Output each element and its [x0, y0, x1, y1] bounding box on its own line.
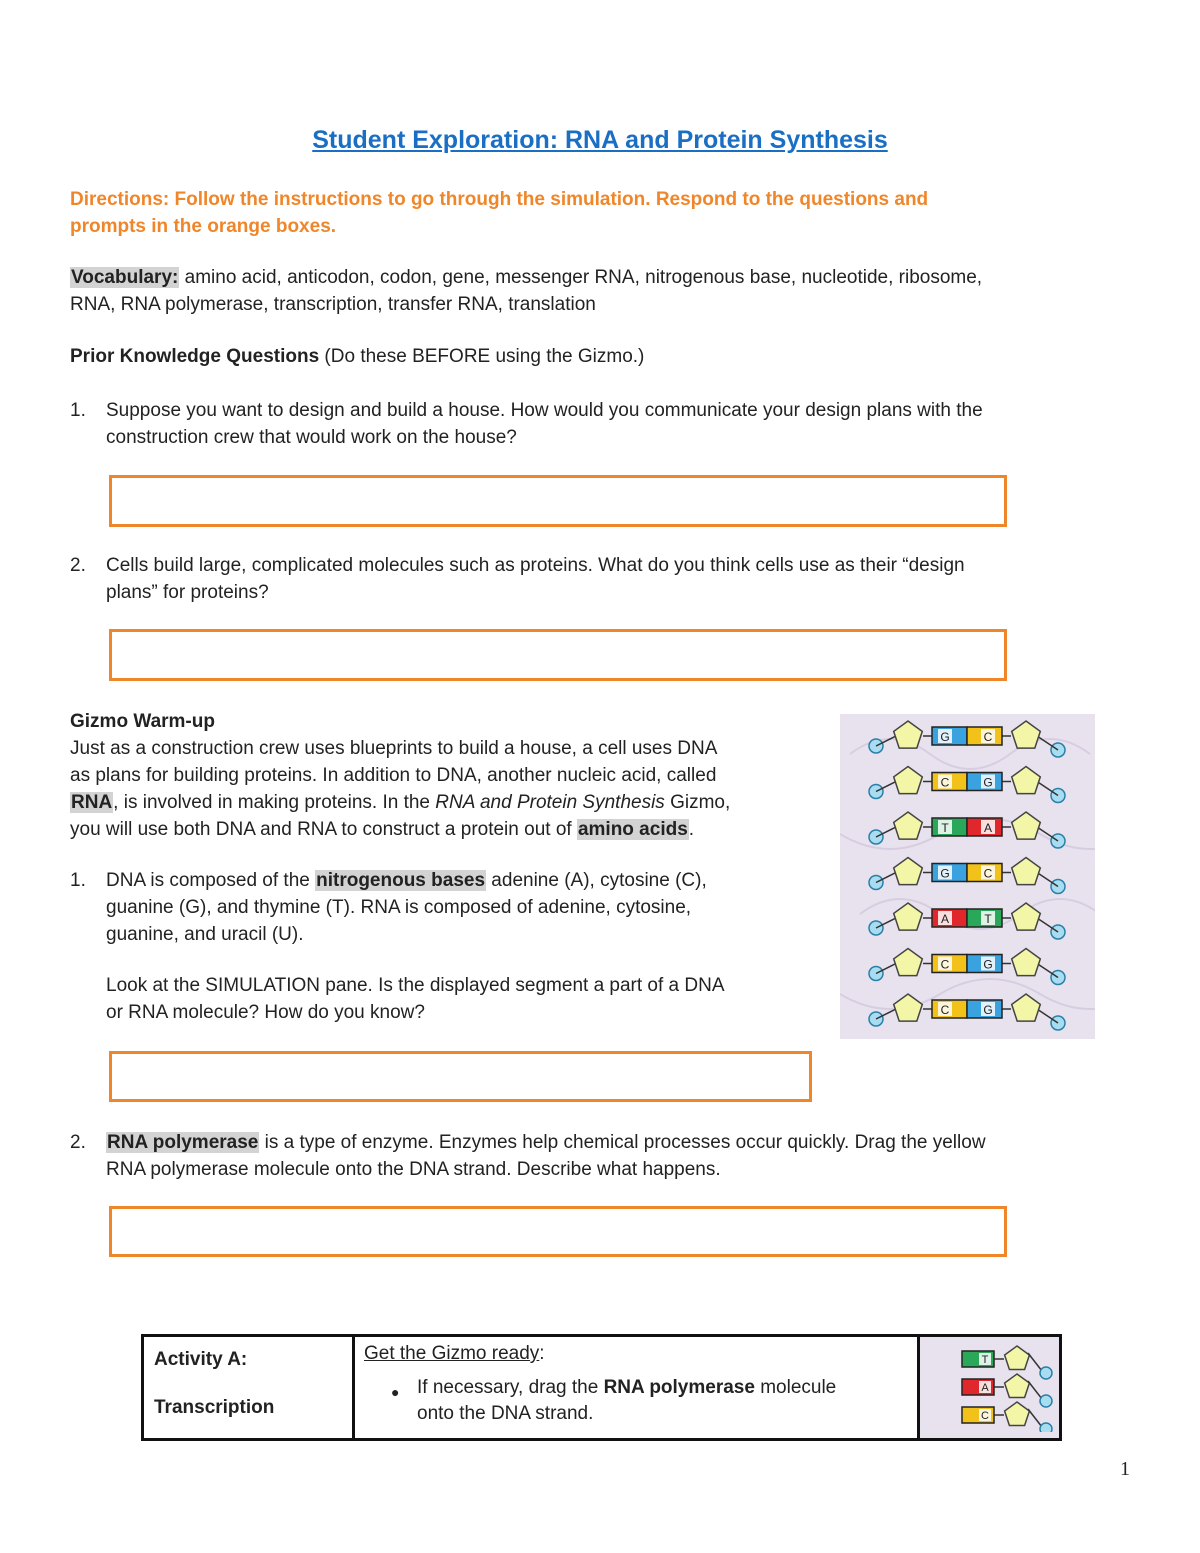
base-pair-row — [869, 994, 1065, 1030]
sugar-left — [894, 767, 923, 794]
base-pair-row — [869, 721, 1065, 757]
activity-table — [141, 1334, 1062, 1441]
activity-thumbnail-cell — [919, 1336, 1061, 1440]
sugar-left — [894, 994, 923, 1021]
prior-knowledge-note: (Do these BEFORE using the Gizmo.) — [319, 346, 645, 367]
vocabulary — [70, 264, 1130, 318]
thumbnail-sugar — [1005, 1402, 1030, 1426]
question-text: Look at the SIMULATION pane. Is the displayed segment a part of a DNA — [106, 975, 725, 996]
warmup-text: as plans for building proteins. In addition to DNA, another nucleic acid, called — [70, 765, 717, 786]
question-number: 2. — [70, 1132, 86, 1153]
question-text: construction crew that would work on the house? — [106, 427, 517, 448]
term-amino-acids: amino acids — [577, 819, 688, 840]
question-number: 1. — [70, 870, 86, 891]
thumbnail-base-letter: A — [981, 1382, 989, 1394]
thumbnail-sugar — [1005, 1374, 1030, 1398]
vocabulary-terms-2: RNA, RNA polymerase, transcription, transfer RNA, translation — [70, 294, 596, 315]
sugar-left — [894, 949, 923, 976]
dna-simulation-image — [840, 714, 1095, 1039]
warmup-question-2: 2. RNA polymerase is a type of enzyme. Enzymes help chemical processes occur quickly. Drag the yellow RNA polymerase molecule onto the DNA strand. Describe what happens. — [70, 1129, 1130, 1185]
base-letter: A — [983, 821, 993, 835]
base-pair-row — [869, 767, 1065, 803]
directions-line-1: Directions: Follow the instructions to go through the simulation. Respond to the questions and — [70, 189, 929, 210]
sugar-left — [894, 858, 923, 885]
thumbnail-base-letter: T — [981, 1354, 989, 1366]
base-letter: G — [983, 775, 993, 790]
base-letter: G — [983, 1003, 993, 1017]
activity-instructions-cell: Get the Gizmo ready: ● If necessary, drag the RNA polymerase molecule onto the DNA strand. — [354, 1336, 919, 1440]
vocabulary-label: Vocabulary: — [71, 267, 179, 288]
gizmo-name: RNA and Protein Synthesis — [435, 792, 665, 813]
base-pair-row — [869, 903, 1065, 939]
base-pair-row — [869, 812, 1065, 848]
directions — [70, 186, 1070, 240]
term-nitrogenous-bases: nitrogenous bases — [316, 870, 486, 891]
term-rna-polymerase: RNA polymerase — [107, 1132, 259, 1153]
question-text: guanine, and uracil (U). — [106, 924, 304, 945]
base-letter: C — [940, 775, 950, 790]
prior-knowledge-heading-row — [70, 343, 1130, 370]
question-text: Suppose you want to design and build a house. How would you communicate your design plans with the — [106, 400, 983, 421]
warmup-question-1: 1. DNA is composed of the nitrogenous bases adenine (A), cytosine (C), guanine (G), and thymine (T). RNA is composed of adenine, cytosine, guanine, and uracil (U). Look at the SIMULATION pane. Is the displayed segment a part of a DNA or RNA molecule? How do you know? — [70, 867, 830, 1037]
thumbnail-base-letter: C — [981, 1410, 989, 1422]
prior-knowledge-heading: Prior Knowledge Questions — [70, 346, 320, 367]
activity-label-cell — [143, 1336, 354, 1440]
sugar-right — [1012, 858, 1041, 885]
thumbnail-sugar — [1005, 1346, 1030, 1370]
dna-diagram — [840, 714, 1095, 1039]
thumbnail-phosphate — [1040, 1367, 1052, 1379]
dna-base-pairs — [869, 721, 1065, 1030]
base-letter: T — [941, 821, 949, 835]
directions-line-2: prompts in the orange boxes. — [70, 216, 337, 237]
question-text: guanine (G), and thymine (T). RNA is composed of adenine, cytosine, — [106, 897, 692, 918]
answer-box-prior-2[interactable] — [109, 629, 1007, 681]
activity-bullet: ● If necessary, drag the RNA polymerase molecule onto the DNA strand. — [391, 1377, 837, 1424]
sugar-left — [894, 721, 923, 748]
prior-question-1 — [70, 397, 1130, 457]
base-letter: G — [940, 730, 950, 744]
activity-label: Activity A: — [154, 1349, 248, 1370]
base-letter: A — [940, 912, 950, 926]
vocabulary-terms-1: amino acid, anticodon, codon, gene, messenger RNA, nitrogenous base, nucleotide, ribosome, — [179, 267, 983, 288]
sugar-right — [1012, 949, 1041, 976]
thumbnail-base-row — [962, 1374, 1052, 1407]
warmup-heading: Gizmo Warm-up — [70, 711, 215, 732]
question-text: or RNA molecule? How do you know? — [106, 1002, 425, 1023]
sugar-right — [1012, 721, 1041, 748]
thumbnail-base-row — [962, 1402, 1052, 1432]
activity-thumbnail-image — [920, 1337, 1056, 1432]
term-rna-polymerase: RNA polymerase — [603, 1377, 755, 1398]
question-text: plans” for proteins? — [106, 582, 269, 603]
sugar-left — [894, 812, 923, 839]
base-pair-row — [869, 858, 1065, 894]
answer-box-warmup-2[interactable] — [109, 1206, 1007, 1257]
thumbnail-phosphate — [1040, 1395, 1052, 1407]
gizmo-ready-heading: Get the Gizmo ready — [364, 1343, 540, 1364]
base-letter: G — [940, 866, 950, 881]
thumbnail-base-row — [962, 1346, 1052, 1379]
base-letter: C — [983, 866, 993, 881]
bullet-icon: ● — [391, 1384, 400, 1400]
thumbnail-phosphate — [1040, 1423, 1052, 1432]
question-text: RNA polymerase molecule onto the DNA strand. Describe what happens. — [106, 1159, 721, 1180]
sugar-right — [1012, 767, 1041, 794]
question-text: Cells build large, complicated molecules such as proteins. What do you think cells use as their “design — [106, 555, 965, 576]
sugar-right — [1012, 994, 1041, 1021]
base-letter: G — [983, 957, 993, 972]
warmup-text: Just as a construction crew uses blueprints to build a house, a cell uses DNA — [70, 738, 718, 759]
question-number: 2. — [70, 555, 86, 576]
answer-box-warmup-1[interactable] — [109, 1051, 812, 1102]
answer-box-prior-1[interactable] — [109, 475, 1007, 527]
base-letter: C — [940, 1003, 950, 1017]
activity-title: Transcription — [154, 1397, 275, 1418]
base-letter: T — [984, 912, 992, 926]
term-rna: RNA — [71, 792, 113, 813]
question-number: 1. — [70, 400, 86, 421]
prior-question-2 — [70, 552, 1130, 612]
page-number: 1 — [1120, 1458, 1130, 1480]
page-title: Student Exploration: RNA and Protein Synthesis — [312, 126, 888, 154]
base-pair-row — [869, 949, 1065, 985]
warmup-section: Gizmo Warm-up Just as a construction crew uses blueprints to build a house, a cell uses DNA as plans for building proteins. In addition to DNA, another nucleic acid, called RNA, is involved in making proteins. In the RNA and Protein Synthesis Gizmo, you will use both DNA and RNA to construct a protein out of amino acids. — [70, 708, 830, 843]
base-letter: C — [983, 730, 993, 744]
sugar-right — [1012, 812, 1041, 839]
base-letter: C — [940, 957, 950, 972]
sugar-right — [1012, 903, 1041, 930]
sugar-left — [894, 903, 923, 930]
